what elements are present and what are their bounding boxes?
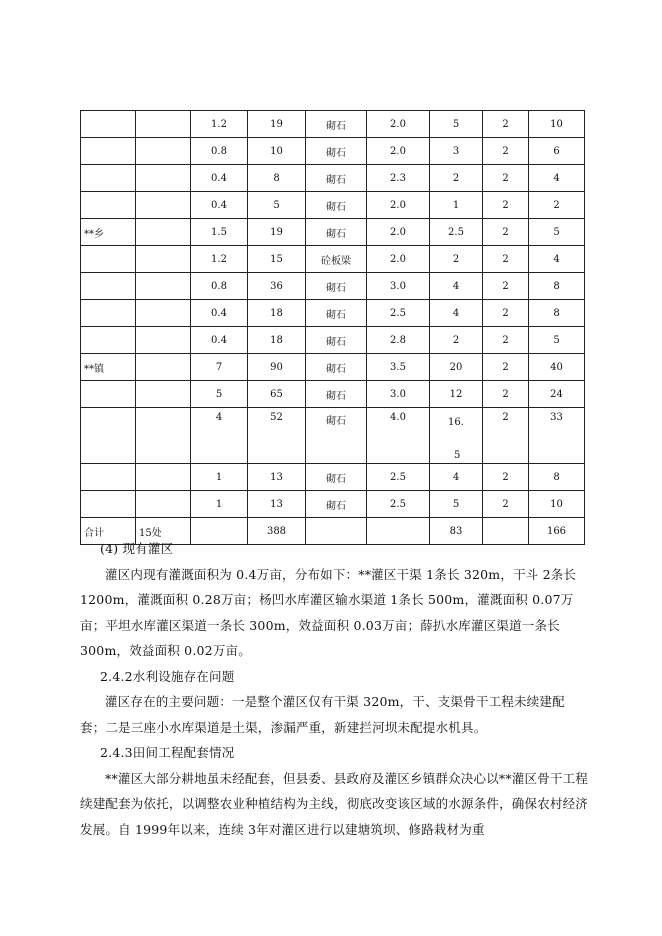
- table-cell: 4: [529, 165, 585, 192]
- section-heading-existing-irrigation: (4) 现有灌区: [100, 541, 174, 556]
- table-cell: 10: [529, 111, 585, 138]
- table-cell: 52: [248, 408, 306, 464]
- table-row: [81, 354, 585, 381]
- table-cell: 5: [529, 219, 585, 246]
- table-row: [81, 300, 585, 327]
- table-cell: 3.0: [367, 381, 430, 408]
- table-cell: 83: [430, 518, 483, 545]
- table-cell: 24: [529, 381, 585, 408]
- table-cell: 8: [529, 300, 585, 327]
- table-cell: [81, 408, 136, 464]
- table-cell: 2.5: [367, 491, 430, 518]
- paragraph-field-works: **灌区大部分耕地虽未经配套，但县委、县政府及灌区乡镇群众决心以**灌区骨干工程续建配套为依托，以调整农业种植结构为主线，彻底改变该区域的水源条件，确保农村经济发展。自 1999年以来，连续 3年对灌区进行以建塘筑坝、修路栽材为重: [80, 770, 589, 837]
- table-cell: [136, 246, 191, 273]
- table-cell: 2.3: [367, 165, 430, 192]
- table-row: [81, 219, 585, 246]
- table-cell: 2: [483, 273, 529, 300]
- table-cell: 2: [483, 300, 529, 327]
- table-cell: 13: [248, 464, 306, 491]
- table-row: [81, 192, 585, 219]
- table-cell: 15: [248, 246, 306, 273]
- table-cell: 砌石: [306, 464, 367, 491]
- table-cell: 砌石: [306, 192, 367, 219]
- table-cell: 19: [248, 111, 306, 138]
- table-cell: 2: [483, 354, 529, 381]
- table-cell: 2: [430, 165, 483, 192]
- table-cell: 砌石: [306, 138, 367, 165]
- table-cell: 20: [430, 354, 483, 381]
- reservoir-table: [80, 110, 585, 545]
- table-cell: 砌石: [306, 327, 367, 354]
- table-cell: [81, 273, 136, 300]
- table-row: [81, 138, 585, 165]
- table-cell: 2: [483, 327, 529, 354]
- table-cell: 18: [248, 327, 306, 354]
- table-cell: [81, 381, 136, 408]
- table-cell: 166: [529, 518, 585, 545]
- body-text: [80, 536, 590, 842]
- table-cell: [81, 246, 136, 273]
- table-cell: 4: [430, 300, 483, 327]
- table-body-top: [81, 111, 585, 408]
- table-body-bottom: [81, 464, 585, 518]
- table-cell: 2.5: [367, 464, 430, 491]
- table-cell: 2: [430, 327, 483, 354]
- table-cell: 5: [191, 381, 248, 408]
- table-row: [81, 381, 585, 408]
- table-cell: 388: [248, 518, 306, 545]
- table-row: [81, 246, 585, 273]
- table-cell: 砌石: [306, 408, 367, 464]
- table-cell: 合计: [81, 518, 136, 545]
- table-cell: 5: [529, 327, 585, 354]
- table-cell: 4.0: [367, 408, 430, 464]
- table-cell: [81, 165, 136, 192]
- table-cell: 2.0: [367, 192, 430, 219]
- table-cell: 10: [248, 138, 306, 165]
- table-cell: 3.0: [367, 273, 430, 300]
- table-cell: 5: [248, 192, 306, 219]
- table-cell: 2: [483, 111, 529, 138]
- table-cell: 2: [483, 165, 529, 192]
- table-cell: 4: [430, 464, 483, 491]
- table-cell: [81, 491, 136, 518]
- table-cell: 2: [483, 246, 529, 273]
- table-cell: 0.8: [191, 273, 248, 300]
- table-cell: 0.4: [191, 300, 248, 327]
- table-cell: [136, 327, 191, 354]
- table-cell: 0.4: [191, 165, 248, 192]
- table-cell: 1.2: [191, 111, 248, 138]
- table-cell: 2: [430, 246, 483, 273]
- table-cell: 4: [529, 246, 585, 273]
- table-cell: [136, 408, 191, 464]
- table-cell: [136, 381, 191, 408]
- table-cell: 1.2: [191, 246, 248, 273]
- table-cell: 1: [191, 491, 248, 518]
- table-cell: 2: [529, 192, 585, 219]
- table-cell: 砌石: [306, 300, 367, 327]
- table-cell: 砼板梁: [306, 246, 367, 273]
- table-cell: [136, 219, 191, 246]
- table-cell: 3: [430, 138, 483, 165]
- table-cell: 砌石: [306, 354, 367, 381]
- table-cell: 砌石: [306, 491, 367, 518]
- table-cell: [136, 111, 191, 138]
- table-row: [81, 408, 585, 464]
- table-cell: 2: [483, 408, 529, 464]
- table-row: [81, 464, 585, 491]
- table-cell: 砌石: [306, 273, 367, 300]
- table-cell: 15处: [136, 518, 191, 545]
- table-cell: 8: [529, 464, 585, 491]
- table-cell: 4: [430, 273, 483, 300]
- table-cell: 0.4: [191, 327, 248, 354]
- cell-text-upper: 16.: [448, 417, 464, 428]
- table-cell: 2: [483, 381, 529, 408]
- table-cell: [136, 165, 191, 192]
- table-row: [81, 273, 585, 300]
- table-cell: 1: [191, 464, 248, 491]
- table-cell: [81, 111, 136, 138]
- table-cell: [136, 138, 191, 165]
- table-cell: 砌石: [306, 165, 367, 192]
- table-cell: [136, 491, 191, 518]
- table-cell: 2.0: [367, 219, 430, 246]
- table-cell: 1: [430, 192, 483, 219]
- table-cell: [81, 327, 136, 354]
- table-cell: 4: [191, 408, 248, 464]
- table-cell: 6: [529, 138, 585, 165]
- table-cell-split: [430, 408, 483, 464]
- table-cell: 2.5: [367, 300, 430, 327]
- table-row: [81, 165, 585, 192]
- table-cell: [136, 354, 191, 381]
- cell-text-lower: 5: [454, 450, 461, 461]
- table-cell: 65: [248, 381, 306, 408]
- table-cell: 2.5: [430, 219, 483, 246]
- table-cell: 0.4: [191, 192, 248, 219]
- table-cell: 砌石: [306, 381, 367, 408]
- table-cell: 砌石: [306, 219, 367, 246]
- table-cell: 2: [483, 491, 529, 518]
- table-row: [81, 327, 585, 354]
- table-cell: 3.5: [367, 354, 430, 381]
- table-cell: 40: [529, 354, 585, 381]
- table-cell: [81, 300, 136, 327]
- table-row: [81, 111, 585, 138]
- table-row: [81, 491, 585, 518]
- table-cell: [136, 464, 191, 491]
- table-body-tall: [81, 408, 585, 464]
- section-heading-2-4-2: 2.4.2水利设施存在问题: [100, 668, 235, 684]
- table-cell: 8: [248, 165, 306, 192]
- table-cell: 2.0: [367, 111, 430, 138]
- table-cell: 2: [483, 464, 529, 491]
- table-cell: 2: [483, 192, 529, 219]
- table-cell: [136, 273, 191, 300]
- table-cell: 19: [248, 219, 306, 246]
- table-cell: 5: [430, 111, 483, 138]
- table-cell: **镇: [81, 354, 136, 381]
- table-cell: 砌石: [306, 111, 367, 138]
- table-cell: 2: [483, 219, 529, 246]
- table-cell: 2.0: [367, 246, 430, 273]
- paragraph-irrigation-area: 灌区内现有灌溉面积为 0.4万亩，分布如下：**灌区干渠 1条长 320m，干斗 2条长 1200m，灌溉面积 0.28万亩；杨凹水库灌区输水渠道 1条长 500m，灌溉面积 0.07万亩；平坦水库灌区渠道一条长 300m，效益面积 0.03万亩；薛扒水库灌区渠道一条长 300m，效益面积 0.02万亩。: [80, 566, 577, 658]
- table-cell: [81, 138, 136, 165]
- table-cell: 2: [483, 138, 529, 165]
- table-cell: [81, 464, 136, 491]
- table-cell: 18: [248, 300, 306, 327]
- section-heading-2-4-3: 2.4.3田间工程配套情况: [100, 745, 235, 760]
- table-cell: 13: [248, 491, 306, 518]
- table-cell: 8: [529, 273, 585, 300]
- table-cell: 2.0: [367, 138, 430, 165]
- table-cell: 36: [248, 273, 306, 300]
- table-cell: 7: [191, 354, 248, 381]
- table-cell: 5: [430, 491, 483, 518]
- table-cell: [136, 300, 191, 327]
- table-cell: 0.8: [191, 138, 248, 165]
- table-cell: 2.8: [367, 327, 430, 354]
- table-cell: 90: [248, 354, 306, 381]
- table-cell: 12: [430, 381, 483, 408]
- table-cell: [81, 192, 136, 219]
- paragraph-problems: 灌区存在的主要问题：一是整个灌区仅有干渠 320m，干、支渠骨干工程未续建配套；二是三座小水库渠道是土渠，渗漏严重，新建拦河坝未配提水机具。: [80, 694, 565, 735]
- table-cell: [136, 192, 191, 219]
- table-cell: 1.5: [191, 219, 248, 246]
- table-cell: 10: [529, 491, 585, 518]
- table-cell: 33: [529, 408, 585, 464]
- table-cell: **乡: [81, 219, 136, 246]
